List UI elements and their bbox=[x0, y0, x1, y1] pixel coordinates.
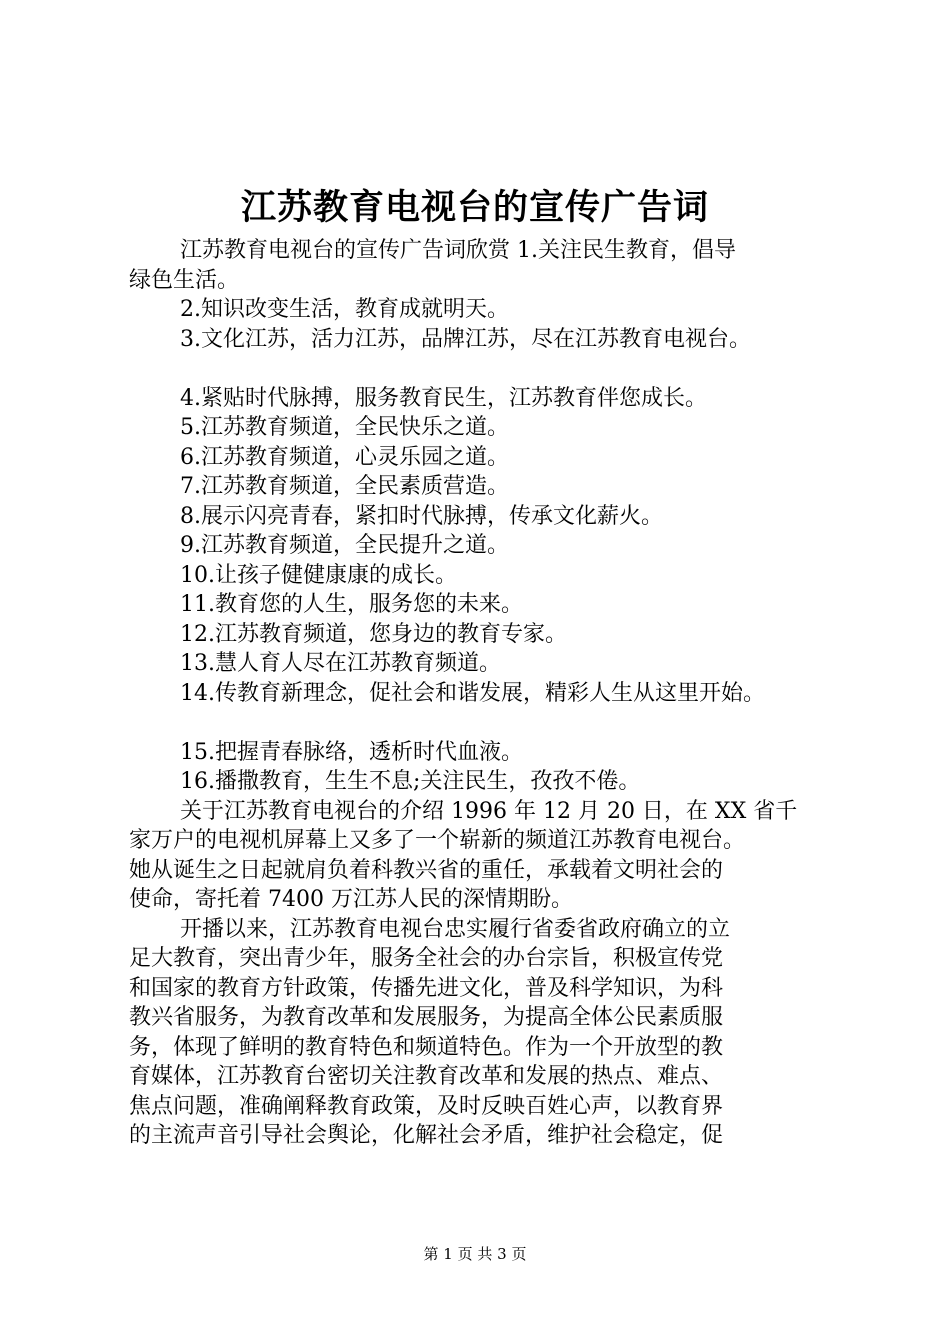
list-item: 12.江苏教育频道，您身边的教育专家。 bbox=[180, 621, 567, 647]
list-item: 16.播撒教育，生生不息;关注民生，孜孜不倦。 bbox=[180, 769, 641, 794]
paragraph-line: 焦点问题，准确阐释教育政策，及时反映百姓心声，以教育界 bbox=[129, 1093, 724, 1119]
paragraph-line: 使命，寄托着 7400 万江苏人民的深情期盼。 bbox=[129, 887, 573, 912]
paragraph-line: 的主流声音引导社会舆论，化解社会矛盾，维护社会稳定，促 bbox=[129, 1123, 724, 1148]
paragraph-line: 育媒体，江苏教育台密切关注教育改革和发展的热点、难点、 bbox=[129, 1064, 724, 1089]
paragraph-line: 教兴省服务，为教育改革和发展服务，为提高全体公民素质服 bbox=[129, 1005, 724, 1030]
list-item: 4.紧贴时代脉搏，服务教育民生，江苏教育伴您成长。 bbox=[180, 385, 707, 411]
list-item: 9.江苏教育频道，全民提升之道。 bbox=[180, 533, 509, 558]
paragraph-line: 足大教育，突出青少年，服务全社会的办台宗旨，积极宣传党 bbox=[129, 946, 724, 971]
paragraph-line: 和国家的教育方针政策，传播先进文化，普及科学知识，为科 bbox=[129, 975, 724, 1001]
list-item: 2.知识改变生活，教育成就明天。 bbox=[180, 297, 509, 322]
paragraph-line: 绿色生活。 bbox=[129, 267, 240, 293]
document-title: 江苏教育电视台的宣传广告词 bbox=[240, 187, 709, 228]
blank-line bbox=[129, 354, 834, 384]
document-body bbox=[129, 236, 834, 1151]
paragraph-line: 她从诞生之日起就肩负着科教兴省的重任，承载着文明社会的 bbox=[129, 857, 724, 883]
paragraph-line: 家万户的电视机屏幕上又多了一个崭新的频道江苏教育电视台。 bbox=[129, 828, 746, 853]
paragraph-line: 关于江苏教育电视台的介绍 1996 年 12 月 20 日，在 XX 省千 bbox=[180, 798, 798, 824]
paragraph-line: 江苏教育电视台的宣传广告词欣赏 1.关注民生教育，倡导 bbox=[180, 238, 736, 263]
blank-line bbox=[129, 708, 834, 738]
list-item: 6.江苏教育频道，心灵乐园之道。 bbox=[180, 444, 509, 470]
page-number: 第 1 页 共 3 页 bbox=[423, 1245, 527, 1263]
list-item: 10.让孩子健健康康的成长。 bbox=[180, 562, 457, 588]
list-item: 11.教育您的人生，服务您的未来。 bbox=[180, 592, 523, 617]
list-item: 13.慧人育人尽在江苏教育频道。 bbox=[180, 651, 501, 676]
list-item: 14.传教育新理念，促社会和谐发展，精彩人生从这里开始。 bbox=[180, 680, 765, 706]
list-item: 7.江苏教育频道，全民素质营造。 bbox=[180, 474, 509, 499]
list-item: 5.江苏教育频道，全民快乐之道。 bbox=[180, 415, 509, 440]
list-item: 15.把握青春脉络，透析时代血液。 bbox=[180, 739, 523, 765]
list-item: 3.文化江苏，活力江苏，品牌江苏，尽在江苏教育电视台。 bbox=[180, 326, 751, 352]
paragraph-line: 开播以来，江苏教育电视台忠实履行省委省政府确立的立 bbox=[180, 916, 731, 942]
paragraph-line: 务，体现了鲜明的教育特色和频道特色。作为一个开放型的教 bbox=[129, 1034, 724, 1060]
list-item: 8.展示闪亮青春，紧扣时代脉搏，传承文化薪火。 bbox=[180, 503, 663, 529]
